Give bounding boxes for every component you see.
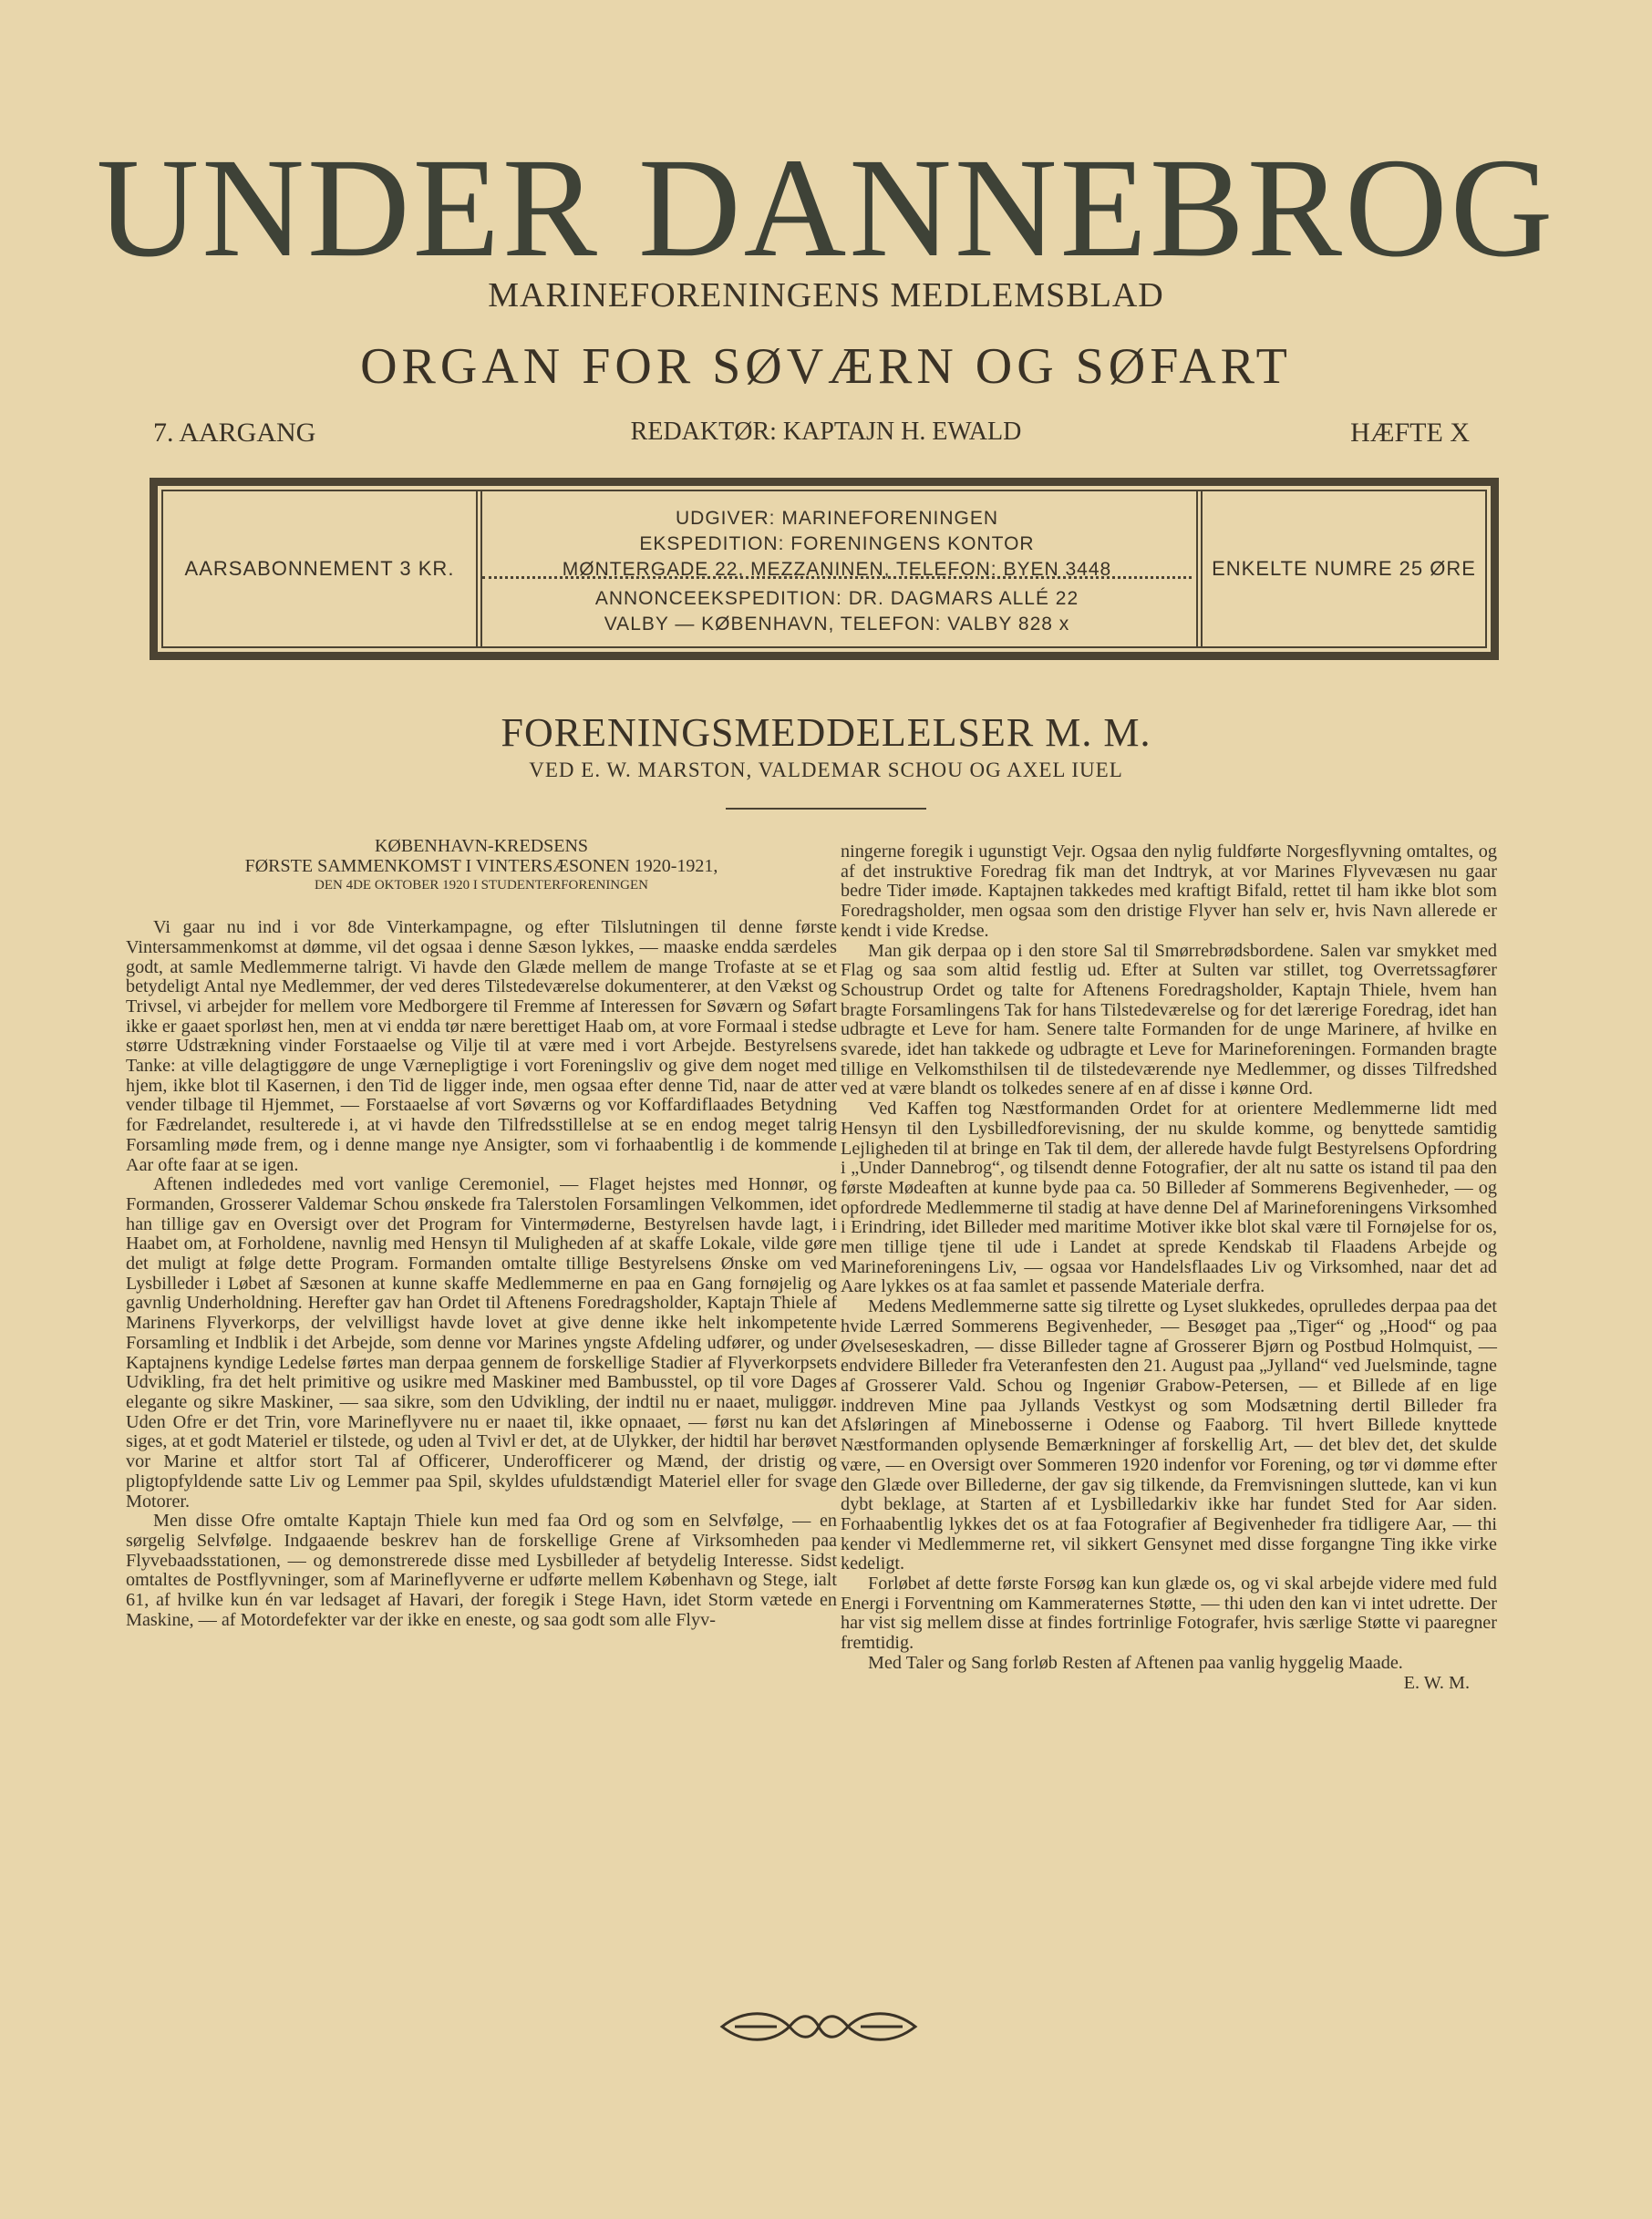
article-paragraph: Man gik derpaa op i den store Sal til Smørrebrødsbordene. Salen var smykket med Flag og saa som altid festlig ud. Efter at Sulten var stillet, tog Overretssagfører Schoustrup Ordet og talte for Aftenens Foredragsholder, Kaptajn Thiele, hvem han bragte Forsamlingens Tak for hans Tilstedeværelse og for det lærerige Foredrag, idet han udbragte et Leve for ham. Senere talte Formanden for de unge Marinere, af hvilke en svarede, idet han takkede og udbragte et Leve for Marineforeningen. Formanden bragte tillige en Velkomsthilsen til de tilstedeværende nye Medlemmer, og disses Tilfredshed ved at være blandt os tolkedes senere af en af disse i kønne Ord. — [841, 940, 1497, 1099]
info-box-inner — [161, 490, 1487, 648]
article-subheading: FØRSTE SAMMENKOMST I VINTERSÆSONEN 1920-1921, — [244, 855, 718, 876]
publisher-line: UDGIVER: MARINEFORENINGEN — [675, 508, 999, 529]
article-dateline: DEN 4DE OKTOBER 1920 I STUDENTERFORENINGEN — [315, 878, 648, 893]
advert-line: ANNONCEEKSPEDITION: DR. DAGMARS ALLÉ 22 — [594, 588, 1079, 609]
valby-line: VALBY — KØBENHAVN, TELEFON: VALBY 828 x — [604, 614, 1070, 635]
expedition-line: EKSPEDITION: FORENINGENS KONTOR — [639, 533, 1035, 554]
publisher-block — [482, 491, 1192, 579]
article-paragraph: Aftenen indlededes med vort vanlige Ceremoniel, — Flaget hejstes med Honnør, og Formanden, Grosserer Valdemar Schou ønskede fra Talerstolen Forsamlingen Velkommen, idet han tillige gav en Oversigt over det Program for Vintermøderne, Bestyrelsen havde lagt, i Haabet om, at Forholdene, navnlig med Hensyn til Muligheden af at skaffe Lokale, vilde gøre det muligt at følge dette Program. Formanden omtalte tillige Bestyrelsens Ønske om ved Lysbilleder i Løbet af Sæsonen at kunne skaffe Medlemmerne en paa en Gang fornøjelig og gavnlig Underholdning. Herefter gav han Ordet til Aftenens Foredragsholder, Kaptajn Thiele af Marinens Flyverkorps, der velvilligst havde lovet at give denne ikke helt inkompetente Forsamling et Indblik i det Arbejde, som denne vor Marines yngste Afdeling udfører, og under Kaptajnens kyndige Ledelse førtes man derpaa gennem de forskellige Stadier af Flyverkorpsets Udvikling, fra det helt primitive og usikre med Maskiner med Bambusstel, op til vore Dages elegante og sikre Maskiner, — saa sikre, som den Udvikling, der indtil nu er naaet, muliggør. Uden Ofre er det Trin, vore Marineflyvere nu er naaet til, ikke opnaaet, — først nu kan det siges, at et godt Materiel er tilstede, og uden al Tvivl er det, at de Ulykker, der hidtil har berøvet vor Marine et altfor stort Tal af Officerer, Underofficerer og Mænd, der dristig og pligtopfyldende satte Liv og Lemmer paa Spil, skyldes ufuldstændigt Materiel eller for svage Motorer. — [126, 1174, 837, 1512]
article-paragraph: Forløbet af dette første Forsøg kan kun glæde os, og vi skal arbejde videre med fuld Energi i Forventning om Kammeraternes Støtte, — thi uden den kan vi intet udrette. Der har vist sig mellem disse at findes fortrinlige Fotografer, hvis særlige Støtte vi paaregner fremtidig. — [841, 1574, 1497, 1654]
masthead-organ: ORGAN FOR SØVÆRN OG SØFART — [360, 338, 1292, 395]
section-title: FORENINGSMEDDELELSER M. M. — [501, 710, 1151, 755]
masthead-subtitle: MARINEFORENINGENS MEDLEMSBLAD — [488, 276, 1164, 315]
ornament-divider-icon — [717, 2006, 921, 2048]
article-paragraph: Ved Kaffen tog Næstformanden Ordet for at orientere Medlemmerne lidt med Hensyn til den Lysbilledforevisning, der nu skulde komme, og benyttede samtidig Lejligheden til at bringe en Tak til dem, der allerede havde fulgt Bestyrelsens Opfordring i „Under Dannebrog“, og tilsendt denne Fotografier, der alt nu satte os istand til paa den første Mødeaften at kunne byde paa ca. 50 Billeder af Sommerens Begivenheder, — og opfordrede Medlemmerne til stadig at have denne Del af Marineforeningens Virksomhed i Erindring, idet Billeder med maritime Motiver ikke blot skal være til Fornøjelse for os, men tillige tjene til ude i Landet at sprede Kendskab til Flaadens Arbejde og Marineforeningens Liv, — ogsaa vor Handelsflaades Liv og Virksomhed, naar det ad Aare lykkes os at faa samlet et passende Materiale derfra. — [841, 1099, 1497, 1297]
address-line: MØNTERGADE 22, MEZZANINEN, TELEFON: BYEN 3448 — [562, 559, 1112, 580]
divider-rule — [726, 808, 926, 810]
section-byline: VED E. W. MARSTON, VALDEMAR SCHOU OG AXEL IUEL — [529, 759, 1123, 781]
article-column-right — [841, 842, 1497, 1693]
author-signature: E. W. M. — [1403, 1672, 1470, 1693]
article-paragraph: Vi gaar nu ind i vor 8de Vinterkampagne, og efter Tilslutningen til denne første Vintersammenkomst at dømme, vil det ogsaa i denne Sæson lykkes, — maaske endda særdeles godt, at samle Medlemmerne talrigt. Vi havde den Glæde mellem de mange Trofaste at se et betydeligt Antal nye Medlemmer, der ved deres Tilstedeværelse dokumenterer, at den Vækst og Trivsel, vi arbejder for mellem vore Medborgere til Fremme af Interessen for Søværn og Søfart ikke er gaaet sporløst hen, men at vi endda tør nære berettiget Haab om, at vore Formaal i stedse større Udstrækning vinder Forstaaelse og Vilje til at være med i vort Arbejde. Bestyrelsens Tanke: at ville delagtiggøre de unge Værnepligtige i vort Foreningsliv og give dem noget med hjem, ikke blot til Kasernen, i den Tid de ligger inde, men ogsaa efter denne Tid, naar de atter vender tilbage til Hjemmet, — Forstaaelse af vort Søværns og vor Koffardiflaades Betydning for Fædrelandet, resulterede i, at vi havde den Tilfredsstillelse at se en endog meget talrig Forsamling møde frem, og i denne mange nye Ansigter, som vi forhaabentlig i de kommende Aar ofte faar at se igen. — [126, 917, 837, 1175]
article-paragraph: Men disse Ofre omtalte Kaptajn Thiele kun med faa Ord og som en Selvfølge, — en sørgelig Selvfølge. Indgaaende beskrev han de forskellige Grene af Virksomheden paa Flyvebaadsstationen, — og demonstrerede disse med Lysbilleder af betydelig Interesse. Sidst omtaltes de Postflyvninger, som af Marineflyverne er udførte mellem København og Stege, ialt 61, af hvilke kun én var ledsaget af Havari, der foregik i Stege Havn, idet Storm vætede en Maskine, — af Motordefekter var der ikke en eneste, og saa godt som alle Flyv- — [126, 1511, 837, 1630]
masthead-title: UNDER DANNEBROG — [96, 129, 1556, 286]
editor-label: REDAKTØR: KAPTAJN H. EWALD — [630, 418, 1022, 446]
volume-label: 7. AARGANG — [153, 418, 316, 448]
article-column-left — [126, 837, 837, 1630]
annual-subscription: AARSABONNEMENT 3 KR. — [163, 491, 482, 646]
article-heading: KØBENHAVN-KREDSENS — [374, 836, 589, 856]
article-paragraph: ningerne foregik i ugunstigt Vejr. Ogsaa den nylig fuldførte Norgesflyvning omtaltes, og af det instruktive Foredrag fik man det Indtryk, at vor Marines Flyvevæsen nu gaar bedre Tider imøde. Kaptajnen takkedes med kraftigt Bifald, rettet til ham ikke blot som Foredragsholder, men ogsaa som den dristige Flyver han selv er, hvis Navn allerede er kendt i vide Kredse. — [841, 841, 1497, 941]
article-paragraph: Medens Medlemmerne satte sig tilrette og Lyset slukkedes, oprulledes derpaa paa det hvide Lærred Sommerens Begivenheder, — Besøget paa „Tiger“ og „Hood“ og paa Øvelseseskadren, — disse Billeder tagne af Grosserer Bjørn og Postbud Holmquist, — endvidere Billeder fra Veteranfesten den 21. August paa „Jylland“ ved Juelsminde, tagne af Grosserer Vald. Schou og Ingeniør Grabow-Petersen, — et Billede af en lige inddreven Mine paa Jyllands Vestkyst og som Modsætning dertil Billeder fra Afsløringen af Minebosserne i Odense og Faaborg. Til hvert Billede knyttede Næstformanden oplysende Bemærkninger af forskellig Art, — det blev det, det skulde være, — en Oversigt over Sommeren 1920 indenfor vor Forening, og tør vi dømme efter den Glæde over Billederne, der gav sig tilkende, da Fremvisningen sluttede, kan vi kun dybt beklage, at Starten af et Lysbilledarkiv ikke har fundet Sted for Aar siden. Forhaabentlig lykkes det os at faa Fotografier af Begivenheder fra tidligere Aar, — thi kender vi Medlemmerne ret, vil sikkert Gensynet med disse forgangne Ting ikke virke kedeligt. — [841, 1296, 1497, 1574]
single-issue-price: ENKELTE NUMRE 25 ØRE — [1196, 491, 1485, 646]
article-paragraph: Med Taler og Sang forløb Resten af Aftenen paa vanlig hyggelig Maade. — [868, 1652, 1403, 1673]
publisher-info — [482, 491, 1192, 646]
advert-block — [482, 579, 1192, 637]
issue-label: HÆFTE X — [1350, 418, 1470, 448]
subscription-info-box — [150, 478, 1499, 660]
